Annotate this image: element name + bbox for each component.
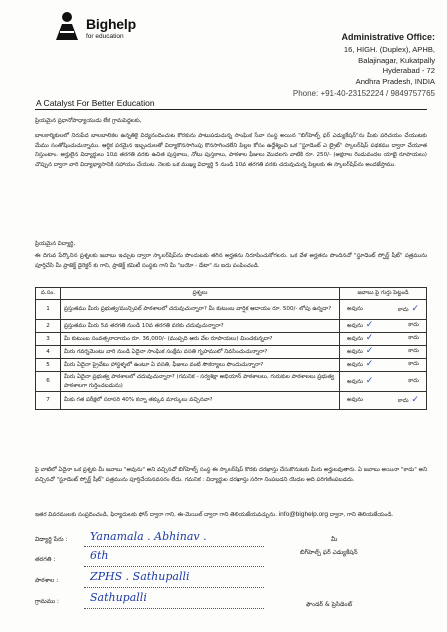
answer-options <box>343 396 423 406</box>
answer-cell[interactable] <box>340 320 427 333</box>
answer-no-option[interactable] <box>408 377 419 387</box>
answer-no-label: కాదు <box>408 377 419 384</box>
bighelp-logo-icon <box>52 10 82 42</box>
col-header-answer: జవాబు పై గుర్తు పెట్టండి <box>340 288 427 300</box>
address-line: Andhra Pradesh, INDIA <box>355 76 435 86</box>
answer-yes-label: అవును <box>347 362 363 369</box>
table-row <box>36 392 427 410</box>
answer-no-label: కాదు <box>408 348 419 355</box>
answer-yes-label: అవును <box>347 323 363 330</box>
signoff-org: బిగ్‌హెల్ప్ ఫర్ ఎడ్యుకేషన్ <box>300 549 358 556</box>
answer-cell[interactable] <box>340 372 427 392</box>
question-text: మీరు ఏదైనా ప్రభుత్వ పాఠశాలలో చదువుచున్నారా? (గమనిక - సర్వశిక్షా అభియాన్ పాఠశాలలు, గురుకుల పాఠశాలలు ప్రభుత్వ పాఠశాలగా గుర్తించబడును) <box>61 372 340 392</box>
question-number: 3 <box>36 333 61 346</box>
address-line: Balajinagar, Kukatpally <box>358 55 435 65</box>
answer-yes-option[interactable] <box>347 321 373 331</box>
answer-yes-label: అవును <box>347 336 363 343</box>
org-name: Bighelp <box>86 16 136 32</box>
question-text: మీరు ఏదైనా ప్రైవేటు హాస్టళ్ళలో ఉంటూ ఏ వసతి, ఫీజులు వంటి సౌకర్యాలు పొందుచున్నారా? <box>61 359 340 372</box>
answer-yes-option[interactable] <box>347 377 373 387</box>
student-name-field[interactable]: Yanamala . Abhinav . <box>90 530 207 543</box>
question-text: మీరు గవర్నమెంటు వారి నుండి ఏదైనా సాంఘిక సంక్షేమ వసతి గృహములో నివసించుచున్నారా? <box>61 346 340 359</box>
answer-cell[interactable] <box>340 300 427 320</box>
question-text: మీ కుటుంబ సంవత్సరాదాయం రూ. 36,000/- (ముప్పది ఆరు వేల రూపాయలు) మించకున్నదా? <box>61 333 340 346</box>
student-salutation: ప్రియమైన విద్యార్థి, <box>35 241 76 247</box>
question-number: 5 <box>36 359 61 372</box>
check-mark-icon: ✓ <box>408 394 419 405</box>
email-link[interactable]: info@bighelp.org <box>278 511 328 518</box>
answer-no-label: కాదు <box>397 397 409 404</box>
signoff-title: ఫౌండర్ & ప్రెసిడెంట్ <box>306 601 353 608</box>
answer-no-option[interactable] <box>408 321 419 331</box>
salutation: ప్రియమైన ప్రధానోపాధ్యాయుడు లేక గ్రామపెద్దలకు, <box>35 118 142 124</box>
student-name-line <box>84 545 264 547</box>
answer-yes-option[interactable] <box>347 347 373 357</box>
phone-number: Phone: +91-40-23152224 / 9849757765 <box>292 89 435 99</box>
check-mark-icon: ✓ <box>362 359 374 370</box>
class-field[interactable]: 6th <box>90 549 109 562</box>
check-mark-icon: ✓ <box>408 303 419 314</box>
village-field[interactable]: Sathupalli <box>90 591 147 604</box>
email-suffix: ద్వారా, గాని తెలియజేయండి. <box>329 512 394 518</box>
answer-yes-label: అవును <box>347 349 363 356</box>
check-mark-icon: ✓ <box>362 375 374 386</box>
class-label: తరగతి : <box>35 556 56 563</box>
school-field[interactable]: ZPHS . Sathupalli <box>90 570 190 583</box>
answer-options <box>343 360 423 370</box>
answer-options <box>343 334 423 344</box>
school-line <box>84 586 264 588</box>
answer-no-option[interactable] <box>408 334 419 344</box>
address-line: 16, HIGH. (Duplex), APHB, <box>343 45 435 55</box>
answer-no-option[interactable] <box>398 396 419 406</box>
answer-no-option[interactable] <box>398 305 419 315</box>
note-paragraph: పై వాటిలో ఏదైనా ఒక ప్రశ్నకు మీ జవాబు "అవును" అని వచ్చినచో బిగ్‌హెల్ప్ సంస్థ ఈ స్కాలర్‌షిప్ కొరకు దరఖాస్తు చేసుకొనుటకు మీరు అర్హులవుతారు. ఏ జవాబు అయినా "కాదు" అని వచ్చినచో "స్టూడెంట్ స్ఫోర్ట్ షీట్" పత్రమును పూర్తిచేయనవసరం లేదు. గమనిక : విద్యార్థుల దరఖాస్తు సరిగా నింపబడని యెడల అది పరిగణింపబడదు. <box>35 467 427 483</box>
question-number: 2 <box>36 320 61 333</box>
question-number: 1 <box>36 300 61 320</box>
office-title: Administrative Office: <box>341 32 435 42</box>
answer-yes-option[interactable] <box>347 396 363 406</box>
answer-options <box>343 305 423 315</box>
contact-line <box>35 510 427 521</box>
office-address <box>235 32 435 99</box>
table-row <box>36 359 427 372</box>
question-text: మీకు గత పరీక్షలో సరాసరి 40% కన్నా తక్కువ మార్కులు వచ్చినవా? <box>61 392 340 410</box>
question-number: 4 <box>36 346 61 359</box>
answer-no-option[interactable] <box>408 360 419 370</box>
col-header-no: వ.సం. <box>36 288 61 300</box>
table-row <box>36 320 427 333</box>
table-row <box>36 346 427 359</box>
answer-cell[interactable] <box>340 346 427 359</box>
answer-no-label: కాదు <box>397 306 409 313</box>
answer-cell[interactable] <box>340 359 427 372</box>
table-header-row <box>36 288 427 300</box>
answer-no-option[interactable] <box>408 347 419 357</box>
answer-options <box>343 377 423 387</box>
question-number: 7 <box>36 392 61 410</box>
answer-cell[interactable] <box>340 392 427 410</box>
header-divider <box>35 109 427 110</box>
instruction-paragraph: ఈ దిగువ పేర్కొనిన ప్రశ్నలకు జవాబు ఇచ్చుట ద్వారా స్కాలర్‌షిప్‌ను పొందుటకు తగిన అర్హతను నిరూపించుకోగలరు. ఒక వేళ అర్హతను పొందినచో "స్టూడెంట్ స్ఫోర్ట్ షీట్" పత్రమును పూర్తిచేసి మీ ప్రాజెక్ట్ డైరెక్టర్ కు గాని, ప్రాజెక్ట్ కమిటీ సంస్థకు గాని మీ "బయో - డేటా" ను ఐదు పంపించండి. <box>35 253 427 269</box>
student-name-label: విద్యార్థి పేరు : <box>35 536 68 543</box>
school-label: పాఠశాల : <box>35 577 59 584</box>
signoff-label: మీ <box>331 536 338 543</box>
intro-paragraph: బాలకార్మికులలో నిరుపేద బాలబాలికల ఉన్నతికై విద్యనందించుట కొరకును పాటుపడుచున్న సాంఘిక సేవా సంస్థ అయిన "బిగ్‌హెల్ప్ ఫర్ ఎడ్యుకేషన్"ను మీకు పరిచయం చేయుటకు మేము సంతోషించుచున్నాము. ఆర్థిక పరమైన ఇబ్బందులతో విద్యాకొనసాగింపు కొనసాగించలేని పిల్లల కోసం ఉద్దేశ్యించి ఒక "స్టూడెంట్ ఎ బ్రైట్" స్కాలర్‌షిప్ పథకము ద్వారా చేయూత నిస్తుంటాం. అర్హులైన విద్యార్థులు 10వ తరగతి వరకు ఉచిత పుస్తకాలు, నోటు పుస్తకాలు, పాఠశాల ఫీజులు మొదలగు వాటికి రూ. 250/- (అక్షరాల రెండువందల యాభై రూపాయలు) చొప్పున ద్వారా వారి విద్యాభ్యాసానికి సహాయం చేయుట. నెలకు ఒక ముఖ్య విద్యార్థి 5 నుండి 10వ తరగతి వరకు చదువుచున్న పిల్లలకు ఈ స్కాలర్‌షిప్‌ను అందజేస్తాము. <box>35 133 427 169</box>
table-row <box>36 372 427 392</box>
answer-yes-option[interactable] <box>347 305 363 315</box>
check-mark-icon: ✓ <box>362 320 374 331</box>
answer-no-label: కాదు <box>408 322 419 329</box>
table-row <box>36 300 427 320</box>
contact-text: ఇతర వివరములకు సంప్రదించండి, ఫిర్యాదులకు ఫోన్ ద్వారా గాని, ఈ-మెయిల్ ద్వారా గాని తెలియజేయవచ్చును. <box>35 512 277 518</box>
class-line <box>84 565 264 567</box>
answer-yes-option[interactable] <box>347 360 373 370</box>
org-subtitle: for education <box>86 33 124 40</box>
answer-no-label: కాదు <box>408 361 419 368</box>
answer-options <box>343 347 423 357</box>
check-mark-icon: ✓ <box>362 333 374 344</box>
village-label: గ్రామము : <box>35 598 60 605</box>
tagline: A Catalyst For Better Education <box>36 98 155 108</box>
question-text: ప్రస్తుతము మీరు ప్రభుత్వ/మున్సిపల్ పాఠశాలలో చదువుచున్నారా? మీ కుటుంబ వార్షిక ఆదాయం రూ. 500/- లోపు ఉన్నదా? <box>61 300 340 320</box>
address-line: Hyderabad - 72 <box>382 66 435 76</box>
col-header-question: ప్రశ్నలు <box>61 288 340 300</box>
answer-cell[interactable] <box>340 333 427 346</box>
question-text: ప్రస్తుతము మీరు 5వ తరగతి నుండి 10వ తరగతి వరకు చదువుచున్నారా? <box>61 320 340 333</box>
question-number: 6 <box>36 372 61 392</box>
answer-yes-label: అవును <box>347 305 363 312</box>
answer-no-label: కాదు <box>408 335 419 342</box>
village-line <box>84 607 264 609</box>
check-mark-icon: ✓ <box>362 346 374 357</box>
eligibility-table <box>35 287 427 410</box>
answer-yes-label: అవును <box>347 396 363 403</box>
answer-yes-option[interactable] <box>347 334 373 344</box>
answer-options <box>343 321 423 331</box>
table-row <box>36 333 427 346</box>
answer-yes-label: అవును <box>347 378 363 385</box>
